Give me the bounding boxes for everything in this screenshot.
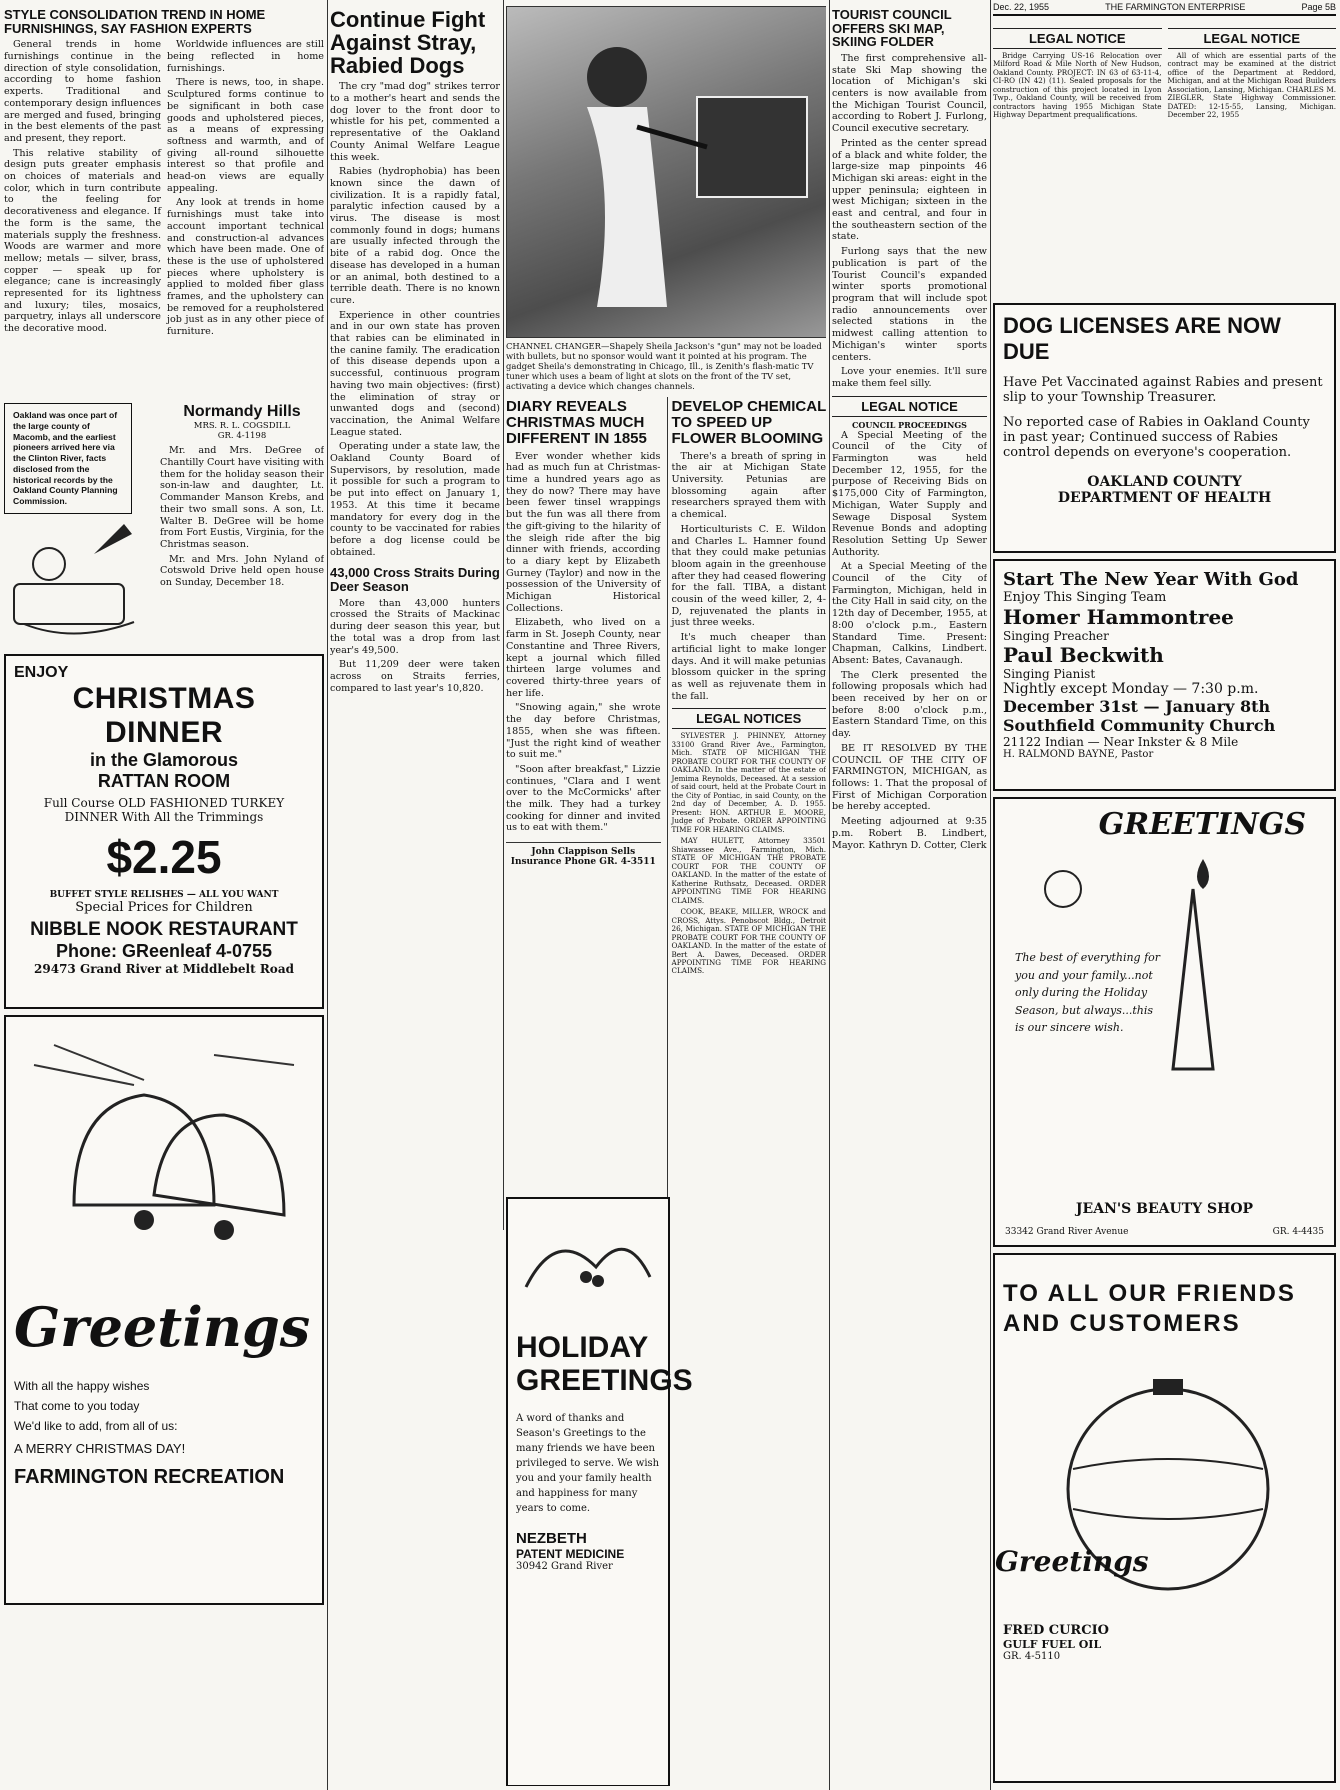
paragraph: Love your enemies. It'll sure make them feel silly. xyxy=(832,366,987,389)
greet-line: That come to you today xyxy=(14,1398,140,1413)
holiday-greetings-ad xyxy=(506,1197,693,1786)
dog-license-line: Have Pet Vaccinated against Rabies and present slip to your Township Treasurer. xyxy=(1003,375,1323,405)
council-proceedings: COUNCIL PROCEEDINGS xyxy=(852,419,967,430)
gulf-oil-ad xyxy=(993,1253,1336,1783)
council-text: At a Special Meeting of the Council of the City of Farmington, Michigan, held in the City Hall in said city, on the 12th day of December, 1955, at 8:00 o'clock p.m., Eastern Standard Time. Present: Chapman, Calkins, Lindbert. Absent: Bates, Cavanaugh. xyxy=(832,561,987,666)
ad-room: RATTAN ROOM xyxy=(97,770,231,791)
paragraph: Printed as the center spread of a black and white folder, the large-size map pinpoints 46 Michigan ski areas: eight in the upper peninsula; eighteen in west Michigan; sixteen in the east and central, and four in the southeastern section of the state. xyxy=(832,137,987,243)
paragraph: General trends in home furnishings continue in the direction of style consolidation, according to home fashion experts. Traditional and contemporary design influences are merged and fused, bringing in the best elements of the past and present, they report. xyxy=(4,39,161,144)
paragraph: Furlong says that the new publication is part of the Tourist Council's expanded winter sports promotional program that will include spot radio announcements over selected stations in the midwest calling attention to Michigan's winter sports centers. xyxy=(832,246,987,363)
paragraph: The first comprehensive all-state Ski Map showing the location of Michigan's ski centers is now available from the Michigan Tourist Council, according to Robert J. Furlong, Council executive secretary. xyxy=(832,52,987,135)
legal-notice: COOK, BEAKE, MILLER, WROCK and CROSS, Attys. Penobscot Bldg., Detroit 26, Michigan. STATE OF MICHIGAN THE PROBATE COURT FOR THE COUNTY OF OAKLAND. In the matter of the estate of Bert A. Dawes, Deceased. ORDER APPOINTING TIME FOR HEARING CLAIMS. xyxy=(671,907,826,976)
council-text: The Clerk presented the following proposals which had been received by her on or before 8:00 o'clock p.m., Eastern Standard Time, on this day. xyxy=(832,669,987,740)
nezbeth-address: 30942 Grand River xyxy=(516,1561,613,1572)
issue-date: Dec. 22, 1955 xyxy=(993,2,1050,12)
paragraph: Any look at trends in home furnishings must take into account important technical and construction-al advances which have been made. One of these is the use of upholstered pieces where upholstery is applied to molded fiber glass frames, and the upholstery can be removed for a reupholstered job just as in any other piece of furniture. xyxy=(167,197,324,338)
beauty-shop-ad xyxy=(993,797,1336,1247)
greet-line: With all the happy wishes xyxy=(14,1378,150,1393)
social-title: Normandy Hills xyxy=(183,403,301,421)
legal-text: All of which are essential parts of the contract may be examined at the district office of the Department at Reddord, Michigan, and at the Michigan Road Builders Association, Lansing, Michigan. CHARLES M. ZIEGLER, State Highway Commissioner. DATED: 12-15-55, Lansing, Michigan. December 22, 1955 xyxy=(1167,51,1336,120)
church-pastor: H. RALMOND BAYNE, Pastor xyxy=(1003,749,1154,760)
channel-changer-photo xyxy=(506,6,826,338)
article-furnishings xyxy=(4,39,324,399)
beauty-greetings: GREETINGS xyxy=(1098,807,1306,842)
gulf-phone: GR. 4-5110 xyxy=(1003,1651,1061,1662)
dog-license-ad xyxy=(993,303,1336,553)
ad-title: CHRISTMAS DINNER xyxy=(72,681,256,749)
council-text: A Special Meeting of the Council of the City of Farmington was held December 12, 1955, for the purpose of Receiving Bids on $175,000 City of Farmington, Michigan, Water Supply and Sewage Disposal System Revenue Bonds and adopting Resolution Setting Up Sewer Authority. xyxy=(832,429,987,558)
beauty-phone: GR. 4-4435 xyxy=(1272,1227,1324,1237)
paper-name: THE FARMINGTON ENTERPRISE xyxy=(1105,2,1246,12)
holiday-message: A word of thanks and Season's Greetings to the many friends we have been privileged to serve. We wish you and your family health and happiness for many years to come. xyxy=(516,1413,660,1514)
church-address: 21122 Indian — Near Inkster & 8 Mile xyxy=(1003,735,1239,749)
beauty-address: 33342 Grand River Avenue xyxy=(1005,1227,1129,1237)
paragraph: More than 43,000 hunters crossed the Straits of Mackinac during deer season this year, but the total was a drop from last year's 49,500. xyxy=(330,597,500,656)
health-dept: DEPARTMENT OF HEALTH xyxy=(1057,490,1272,506)
beauty-shop-name: JEAN'S BEAUTY SHOP xyxy=(1075,1201,1254,1217)
paragraph: Operating under a state law, the Oakland County Board of Supervisors, by resolution, made it possible for such a program to be put into effect on January 1, 1953. At this time it became mandatory for every dog in the county to be vaccinated for rabies before a dog license could be obtained. xyxy=(330,441,500,558)
column-2 xyxy=(330,6,500,1236)
ad-sub: in the Glamorous xyxy=(89,749,239,770)
social-item: Mr. and Mrs. John Nyland of Cotswold Drive held open house on Sunday, December 18. xyxy=(160,553,324,589)
column-1 xyxy=(4,6,324,1786)
oakland-history-note: Oakland was once part of the large county of Macomb, and the earliest pioneers arrived here via the Clinton River, facts disclosed from the historical records by the Oakland County Planning Commission. xyxy=(4,403,132,514)
ad-course: Full Course OLD FASHIONED TURKEY DINNER With All the Trimmings xyxy=(43,795,285,824)
gulf-name: FRED CURCIO xyxy=(1003,1623,1109,1638)
christmas-dinner-ad xyxy=(4,654,324,1009)
gulf-greetings: Greetings xyxy=(995,1545,1149,1578)
headline-ski: TOURIST COUNCIL OFFERS SKI MAP, SKIING FOLDER xyxy=(832,7,952,50)
greet-line: A MERRY CHRISTMAS DAY! xyxy=(14,1440,186,1456)
gulf-title: TO ALL OUR FRIENDS AND CUSTOMERS xyxy=(1003,1280,1296,1337)
page-number: Page 5B xyxy=(1301,2,1336,12)
column-5 xyxy=(993,22,1336,1786)
christmas-bells-icon xyxy=(14,1025,314,1285)
headline-diary: DIARY REVEALS CHRISTMAS MUCH DIFFERENT IN 1855 xyxy=(506,398,647,447)
church-dates: December 31st — January 8th xyxy=(1003,697,1271,716)
ad-children: Special Prices for Children xyxy=(75,899,253,915)
paragraph: Ever wonder whether kids had as much fun at Christmas-time a hundred years ago as they do now? There may have been fewer tinsel wrappings but the fun was all there from the gift-giving to the hilarity of the sleigh ride after the big dinner with friends, according to a diary kept by Elizabeth Gurney (Taylor) and now in the possession of the University of Michigan Historical Collections. xyxy=(506,450,661,614)
legal-notices-heading: LEGAL NOTICES xyxy=(672,708,827,729)
holiday-title: HOLIDAY GREETINGS xyxy=(516,1331,693,1397)
paragraph: "Snowing again," she wrote the day before Christmas, 1855, when she was fifteen. "Just the right kind of weather to suit me." xyxy=(506,702,661,761)
restaurant-name: NIBBLE NOOK RESTAURANT xyxy=(30,918,298,940)
nezbeth-name: NEZBETH xyxy=(516,1530,587,1547)
church-ad xyxy=(993,559,1336,791)
ad-buffet: BUFFET STYLE RELISHES — ALL YOU WANT xyxy=(49,889,279,900)
legal-notice-heading: LEGAL NOTICE xyxy=(993,28,1162,49)
column-rule xyxy=(829,0,830,1790)
church-sub: Enjoy This Singing Team xyxy=(1003,590,1167,605)
paragraph: The cry "mad dog" strikes terror to a mother's heart and sends the dog lover to the front door to whistle for his pet, commented a representative of the Oakland County Animal Welfare League this week. xyxy=(330,81,500,163)
beauty-message: The best of everything for you and your family...not only during the Holiday Season, but always...this is our sincere wish. xyxy=(1015,951,1161,1035)
paragraph: It's much cheaper than artificial light to make longer days. And it will make petunias blossom quicker in the spring as well as rejuvenate them in the fall. xyxy=(671,632,826,702)
pioneer-cartoon-icon xyxy=(4,514,154,644)
headline-rabies: Continue Fight Against Stray, Rabied Dogs xyxy=(330,7,486,79)
column-3 xyxy=(506,6,826,1786)
pianist-name: Paul Beckwith xyxy=(1003,643,1164,667)
column-rule xyxy=(503,0,504,1230)
photo-caption: CHANNEL CHANGER—Shapely Sheila Jackson's "gun" may not be loaded with bullets, but no sponsor would want it pointed at his program. The gadget Sheila's demonstrating in Chicago, Ill., is Zenith's flash-matic TV tuner which uses a beam of light at slots on the front of the TV set, activating a device which changes channels. xyxy=(506,341,822,392)
paragraph: Rabies (hydrophobia) has been known since the dawn of civilization. It is a rapidly fatal, paralytic infection caused by a virus. The disease is most commonly found in dogs; humans are usually infected through the bite of a rabid dog. Once the disease has developed in a human or an animal, both destined to a terrible death. There is no known cure. xyxy=(330,166,500,306)
paragraph: There is news, too, in shape. Sculptured forms continue to be significant in both case goods and upholstered pieces, as a means of expressing softness and warmth, and of giving all-round silhouette interest so that profile and head-on views are equally appealing. xyxy=(167,77,324,194)
paragraph: Elizabeth, who lived on a farm in St. Joseph County, near Constantine and Three Rivers, kept a journal which filled thirteen large volumes and covered thirty-three years of her life. xyxy=(506,617,661,699)
social-item: Mr. and Mrs. DeGree of Chantilly Court have visiting with them for the holiday season their son-in-law and daughter, Lt. Commander Manson Krebs, and their two small sons. A son, Lt. Walter B. DeGree will be home from Fort Eustis, Virginia, for the Christmas season. xyxy=(160,445,324,550)
legal-notice-heading: LEGAL NOTICE xyxy=(1168,28,1337,49)
church-title: Start The New Year With God xyxy=(1003,569,1299,590)
restaurant-phone: Phone: GReenleaf 4-0755 xyxy=(55,940,273,961)
preacher-name: Homer Hammontree xyxy=(1003,605,1234,629)
headline-bloom: DEVELOP CHEMICAL TO SPEED UP FLOWER BLOOMING xyxy=(671,398,826,447)
legal-notice: MAY HULETT, Attorney 33501 Shiawassee Ave., Farmington, Mich. STATE OF MICHIGAN THE PROBATE COURT FOR THE COUNTY OF OAKLAND. In the matter of the estate of Katherine Ruthsatz, Deceased. ORDER APPOINTING TIME FOR HEARING CLAIMS. xyxy=(671,836,826,905)
insurance-ad: John Clappison Sells Insurance Phone GR. 4-3511 xyxy=(506,842,661,867)
gulf-company: GULF FUEL OIL xyxy=(1003,1638,1102,1651)
health-dept: OAKLAND COUNTY xyxy=(1087,474,1242,490)
recreation-sponsor: FARMINGTON RECREATION xyxy=(14,1465,285,1488)
church-name: Southfield Community Church xyxy=(1003,716,1276,735)
dog-license-title: DOG LICENSES ARE NOW DUE xyxy=(1003,313,1281,364)
headline-furnishings: STYLE CONSOLIDATION TREND IN HOME FURNISHINGS, SAY FASHION EXPERTS xyxy=(4,7,266,36)
paragraph: But 11,209 deer were taken across on Straits ferries, compared to last year's 10,820. xyxy=(330,659,500,694)
paragraph: This relative stability of design puts greater emphasis on choices of materials and color, which in turn contribute to the feeling for decorativeness and elegance. If the form is the same, the materials supply the freshness. Woods are warmer and more mellow; metals — silver, brass, copper — speak up for elegance; cane is increasingly represented for its lightness and luxury; tiles, mosaics, parquetry, inlays all underscore the decorative mood. xyxy=(4,147,161,335)
column-rule xyxy=(990,0,991,1790)
restaurant-address: 29473 Grand River at Middlebelt Road xyxy=(34,961,294,976)
dog-license-line: No reported case of Rabies in Oakland County in past year; Continued success of Rabies control depends on everyone's cooperation. xyxy=(1003,415,1310,460)
pianist-role: Singing Pianist xyxy=(1003,667,1096,681)
column-4 xyxy=(832,6,987,1786)
paragraph: Experience in other countries and in our own state has proven that rabies can be eliminated in the canine family. The eradication of this disease depends upon a successful, continuous program having two main objectives: (first) the elimination of stray or unwanted dogs and (second) vaccination, the Animal Welfare League stated. xyxy=(330,309,500,438)
page-header xyxy=(993,2,1336,16)
column-rule xyxy=(327,0,328,1790)
nezbeth-name2: PATENT MEDICINE xyxy=(516,1547,625,1561)
paragraph: Horticulturists C. E. Wildon and Charles L. Hamner found that they could make petunias bloom again in the greenhouse after they had ceased flowering for the fall. TIBA, a distant cousin of the weed killer, 2, 4-D, rejuvenated the plants in just three weeks. xyxy=(671,523,826,629)
legal-notice: SYLVESTER J. PHINNEY, Attorney 33100 Grand River Ave., Farmington, Mich. STATE OF MICHIGAN THE PROBATE COURT FOR THE COUNTY OF OAKLAND. In the matter of the estate of Jemima Reynolds, Deceased. At a session of said court, held at the Probate Court in the City of Pontiac, in said County, on the 2nd day of December, A. D. 1955. Present: HON. ARTHUR E. MOORE, Judge of Probate. ORDER APPOINTING TIME FOR HEARING CLAIMS. xyxy=(671,731,826,834)
paragraph: There's a breath of spring in the air at Michigan State University. Petunias are blossoming again after researchers sprayed them with a chemical. xyxy=(671,450,826,521)
holly-icon xyxy=(516,1207,660,1317)
council-text: Meeting adjourned at 9:35 p.m. Robert B. Lindbert, Mayor. Kathryn D. Cotter, Clerk xyxy=(832,816,987,851)
paragraph: "Soon after breakfast," Lizzie continues, "Clara and I went over to the McCormicks' after the milk. They had a turkey cooking for dinner and invited us to eat with them." xyxy=(506,763,661,834)
greetings-script: Greetings xyxy=(14,1294,311,1359)
church-time: Nightly except Monday — 7:30 p.m. xyxy=(1003,681,1259,697)
legal-text: Bridge Carrying US-16 Relocation over Milford Road & Mile North of New Hudson, Oakland County. PROJECT: IN 63 of 63-11-4, CI-RO (IN 42) (11). Sealed proposals for the construction of this project located in Lyon Twp., Oakland County, will be received from contractors having 1955 Michigan State Highway Department prequalifications. xyxy=(993,51,1162,120)
woman-with-tv-tuner-icon xyxy=(507,7,825,335)
headline-deer: 43,000 Cross Straits During Deer Season xyxy=(330,565,500,595)
legal-notice-heading: LEGAL NOTICE xyxy=(832,396,987,417)
social-byline: MRS. R. L. COGSDILL xyxy=(193,421,291,432)
greet-line: We'd like to add, from all of us: xyxy=(14,1418,178,1433)
social-phone: GR. 4-1198 xyxy=(217,431,267,442)
recreation-greetings-ad xyxy=(4,1015,324,1605)
paragraph: Worldwide influences are still being reflected in home furnishings. xyxy=(167,39,324,74)
ad-price: $2.25 xyxy=(106,830,222,883)
council-text: BE IT RESOLVED BY THE COUNCIL OF THE CITY OF FARMINGTON, MICHIGAN, as follows: 1. That the proposal of First of Michigan Corporation be hereby accepted. xyxy=(832,742,987,813)
ad-enjoy: ENJOY xyxy=(14,663,69,681)
preacher-role: Singing Preacher xyxy=(1003,629,1109,643)
